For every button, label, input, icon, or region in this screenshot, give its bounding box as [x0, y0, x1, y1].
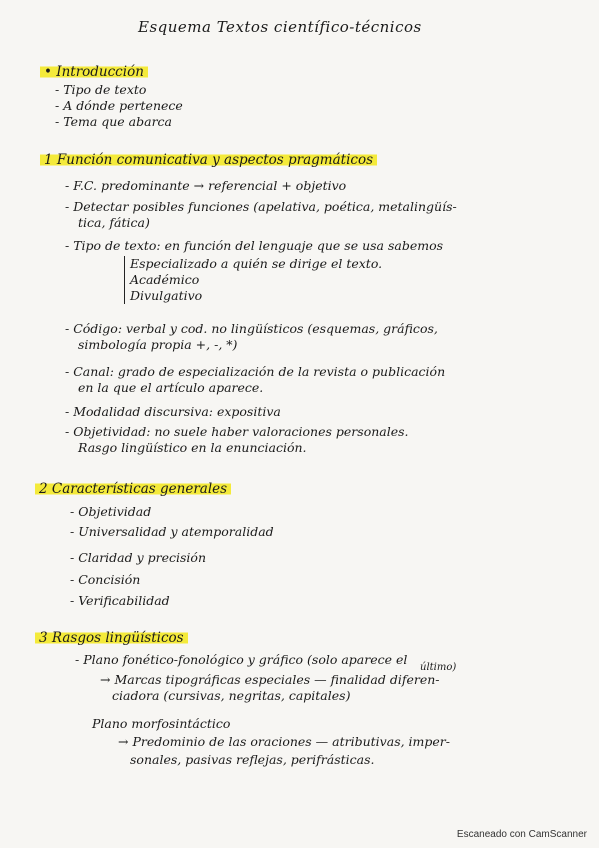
marcas-item: → Marcas tipográficas especiales — finalidad diferen-: [100, 672, 440, 687]
predominio-item: → Predominio de las oraciones — atributivas, imper-: [118, 734, 451, 749]
intro-item: - Tema que abarca: [55, 114, 172, 129]
marcas-item-cont: ciadora (cursivas, negritas, capitales): [112, 688, 351, 703]
intro-item: - Tipo de texto: [55, 82, 147, 97]
section1-heading: 1 Función comunicativa y aspectos pragmáticos: [40, 152, 377, 168]
caracteristica-item: - Universalidad y atemporalidad: [70, 524, 274, 539]
tipo-sub: Académico: [130, 272, 200, 287]
plano-fonetico-note: último): [420, 662, 457, 673]
canal-item: - Canal: grado de especialización de la revista o publicación: [65, 364, 446, 379]
section2-heading: 2 Características generales: [35, 481, 231, 497]
bracket-line: [124, 256, 125, 304]
scanner-watermark: Escaneado con CamScanner: [456, 829, 587, 840]
tipo-item: - Tipo de texto: en función del lenguaje que se usa sabemos: [65, 238, 444, 253]
caracteristica-item: - Concisión: [70, 572, 141, 587]
caracteristica-item: - Claridad y precisión: [70, 550, 207, 565]
objetividad-item-cont: Rasgo lingüístico en la enunciación.: [78, 440, 307, 455]
intro-heading: • Introducción: [40, 64, 148, 80]
detect-item-cont: tica, fática): [78, 215, 150, 230]
modalidad-item: - Modalidad discursiva: expositiva: [65, 404, 281, 419]
plano-fonetico-item: - Plano fonético-fonológico y gráfico (solo aparece el: [75, 652, 408, 667]
detect-item: - Detectar posibles funciones (apelativa, poética, metalingüís-: [65, 199, 457, 214]
codigo-item-cont: simbología propia +, -, *): [78, 337, 238, 352]
tipo-sub: Especializado a quién se dirige el texto.: [130, 256, 383, 271]
codigo-item: - Código: verbal y cod. no lingüísticos (esquemas, gráficos,: [65, 321, 438, 336]
plano-morfosintactico: Plano morfosintáctico: [92, 716, 231, 731]
caracteristica-item: - Verificabilidad: [70, 593, 170, 608]
objetividad-item: - Objetividad: no suele haber valoraciones personales.: [65, 424, 409, 439]
tipo-sub: Divulgativo: [130, 288, 203, 303]
predominio-item-cont: sonales, pasivas reflejas, perifrásticas.: [130, 752, 375, 767]
section3-heading: 3 Rasgos lingüísticos: [35, 630, 188, 646]
canal-item-cont: en la que el artículo aparece.: [78, 380, 264, 395]
caracteristica-item: - Objetividad: [70, 504, 152, 519]
intro-item: - A dónde pertenece: [55, 98, 183, 113]
page-title: Esquema Textos científico-técnicos: [138, 18, 422, 36]
fc-item: - F.C. predominante → referencial + objetivo: [65, 178, 347, 193]
